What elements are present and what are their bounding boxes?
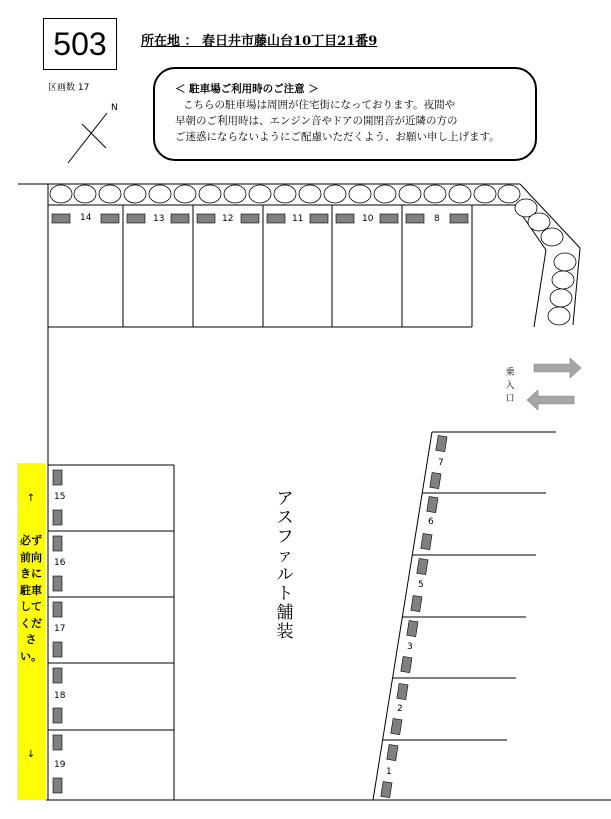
- slot-label: 17: [54, 624, 66, 634]
- asphalt-label: アスファルト舗装: [276, 489, 294, 642]
- slot-label: 5: [418, 580, 424, 590]
- top-row-wheel-stops: [52, 214, 468, 223]
- address: 所在地 ： 春日井市藤山台10丁目21番9: [141, 34, 378, 49]
- left-column-bays: [48, 465, 174, 800]
- arrow-in-icon: [534, 358, 581, 378]
- section-count: 区画数 17: [48, 83, 90, 93]
- slot-label: 14: [80, 213, 92, 223]
- top-row-bays: [48, 205, 472, 327]
- slot-label: 11: [292, 214, 304, 224]
- notice-title: ＜ 駐車場ご利用時のご注意 ＞: [175, 83, 319, 95]
- lot-number: 503: [53, 25, 107, 62]
- slot-label: 13: [153, 214, 165, 224]
- slot-label: 19: [54, 760, 66, 770]
- slot-label: 16: [54, 558, 66, 568]
- slot-label: 3: [407, 642, 413, 652]
- entrance-arrows: [527, 358, 581, 410]
- slot-label: 2: [397, 704, 403, 714]
- front-parking-banner: [17, 463, 45, 800]
- slot-label: 1: [386, 767, 392, 777]
- slot-label: 12: [222, 214, 234, 224]
- arrow-out-icon: [527, 390, 574, 410]
- slot-label: 6: [428, 517, 434, 527]
- site-boundary: [18, 184, 611, 800]
- arrow-down-icon: ↓: [26, 749, 36, 760]
- notice-line: ご迷惑にならないようにご配慮いただくよう、お願い申し上げます。: [175, 131, 500, 143]
- hedge-row: [50, 185, 576, 325]
- slot-label: 15: [54, 492, 66, 502]
- arrow-up-icon: ↑: [26, 493, 36, 504]
- slot-label: 10: [362, 214, 374, 224]
- front-parking-notice: 必ず前向きに駐車してください。: [20, 534, 42, 663]
- compass-icon: [68, 113, 107, 163]
- slot-label: 18: [54, 691, 66, 701]
- slot-label: 8: [434, 214, 440, 224]
- notice-line: こちらの駐車場は周囲が住宅街になっております。夜間や: [183, 99, 456, 111]
- compass-label: N: [111, 103, 118, 113]
- right-diagonal-bays: [373, 432, 556, 800]
- slot-label: 7: [438, 458, 444, 468]
- notice-line: 早朝のご利用時は、エンジン音やドアの開閉音が近隣の方の: [175, 115, 458, 127]
- entrance-text: 乗入口: [505, 368, 515, 404]
- entrance-label: [504, 367, 516, 406]
